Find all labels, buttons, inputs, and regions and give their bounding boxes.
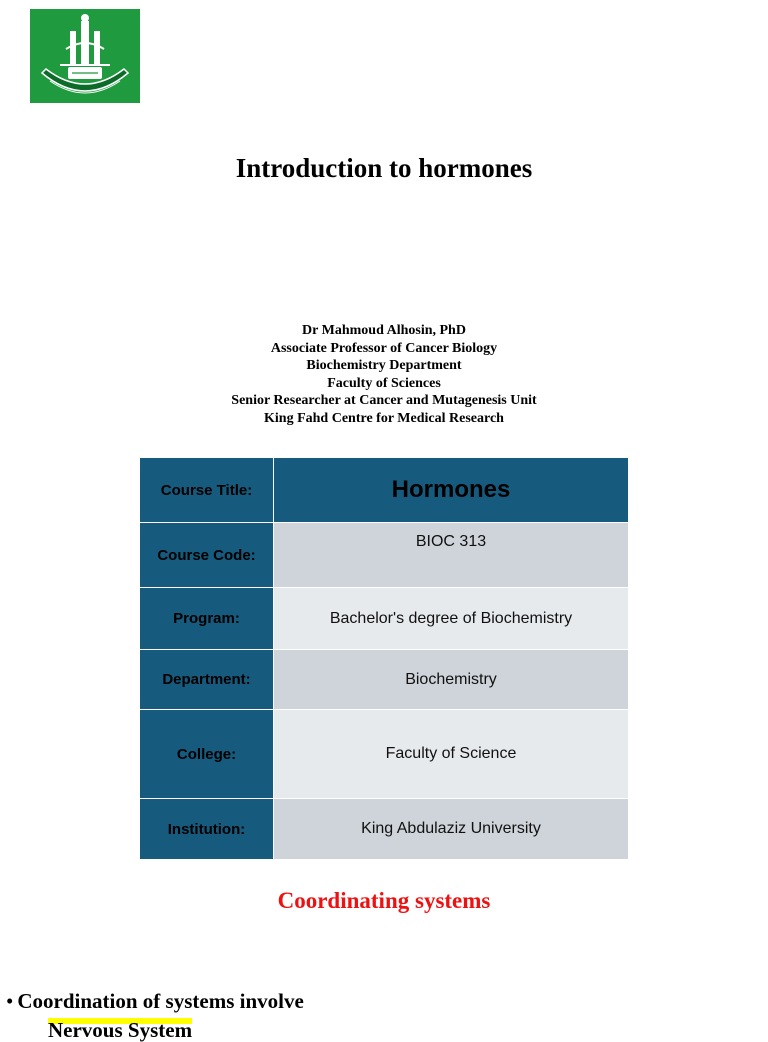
row-label: Program: xyxy=(140,588,274,650)
highlighted-sub-item: Nervous System xyxy=(48,1018,193,1042)
row-value: BIOC 313 xyxy=(274,523,629,588)
university-seal-logo-icon xyxy=(30,9,140,103)
university-logo xyxy=(30,9,140,103)
author-research-role: Senior Researcher at Cancer and Mutagenesis Unit xyxy=(231,393,537,409)
list-item xyxy=(6,989,304,1014)
row-label: Institution: xyxy=(140,799,274,860)
row-label: Department: xyxy=(140,650,274,710)
table-row xyxy=(140,458,629,523)
course-info-table xyxy=(139,457,629,860)
bullet-text: Coordination of systems involve xyxy=(17,989,304,1013)
author-credits xyxy=(0,322,768,428)
bullet-marker: • xyxy=(6,989,14,1013)
table-row xyxy=(140,710,629,799)
row-value: King Abdulaziz University xyxy=(274,799,629,860)
table-row xyxy=(140,523,629,588)
row-value: Hormones xyxy=(274,458,629,523)
row-value: Bachelor's degree of Biochemistry xyxy=(274,588,629,650)
row-value: Biochemistry xyxy=(274,650,629,710)
author-department: Biochemistry Department xyxy=(306,358,462,374)
row-value: Faculty of Science xyxy=(274,710,629,799)
table-row xyxy=(140,588,629,650)
document-title: Introduction to hormones xyxy=(235,153,533,183)
table-row xyxy=(140,799,629,860)
row-label: Course Code: xyxy=(140,523,274,588)
author-institute: King Fahd Centre for Medical Research xyxy=(264,410,504,426)
row-label: Course Title: xyxy=(140,458,274,523)
table-row xyxy=(140,650,629,710)
author-position: Associate Professor of Cancer Biology xyxy=(270,340,498,356)
author-name: Dr Mahmoud Alhosin, PhD xyxy=(302,323,466,338)
section-heading: Coordinating systems xyxy=(277,888,491,913)
author-faculty: Faculty of Sciences xyxy=(327,375,441,391)
row-label: College: xyxy=(140,710,274,799)
